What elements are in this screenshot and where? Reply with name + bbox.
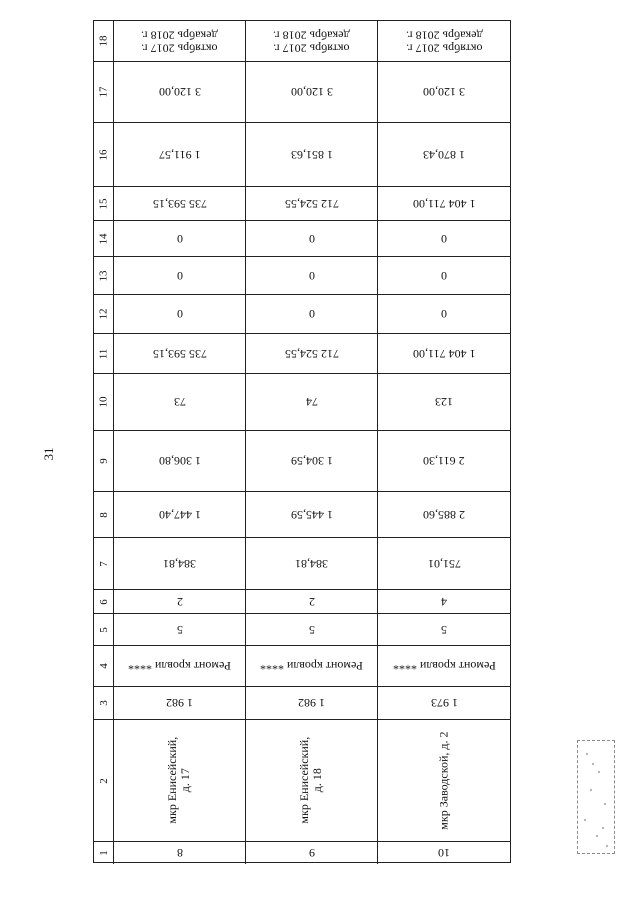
table-cell: 73 [114,374,246,430]
table-cell: Ремонт кровли **** [246,646,378,686]
table-cell: 1 445,59 [246,492,378,537]
table-cell: 10 [438,846,450,861]
table-row-col-5 [94,613,510,645]
table-cell: мкр Енисейский, д. 17 [114,720,246,841]
table-row-col-14 [94,220,510,256]
table-cell: 384,81 [114,538,246,589]
table-cell: 0 [114,295,246,333]
page-number-text: 31 [41,447,56,461]
table-cell: 2 885,60 [423,508,465,523]
table-row-col-17 [94,61,510,122]
table-cell: 8 [114,842,246,864]
column-header-11: 11 [94,334,114,373]
table-cell: 751,01 [427,557,461,572]
table-cell: 5 [114,614,246,645]
table-row-col-12 [94,294,510,333]
table-cell: 1 447,40 [114,492,246,537]
column-header-16: 16 [94,123,114,186]
table-cell: 3 120,00 [246,62,378,122]
table-cell: 1 304,59 [246,431,378,491]
table-cell: Ремонт кровли **** [392,659,496,674]
table-cell: мкр Енисейский, д. 18 [246,720,378,841]
table-cell: 4 [441,595,447,610]
column-header-5: 5 [94,614,114,645]
column-header-9: 9 [94,431,114,491]
table-cell: 2 [246,590,378,613]
table-cell: 0 [246,257,378,294]
rotated-table [93,20,511,863]
table-cell: октябрь 2017 г. декабрь 2018 г. [114,21,246,61]
table-row-col-13 [94,256,510,294]
column-header-2: 2 [94,720,114,841]
table-row-col-8 [94,491,510,537]
table-row-col-4 [94,645,510,686]
table-row-col-3 [94,686,510,719]
table-cell: 735 593,15 [114,187,246,220]
table-cell: 1 404 711,00 [412,347,476,362]
table-cell: 1 982 [114,687,246,719]
table-cell: Ремонт кровли **** [114,646,246,686]
table-row-col-10 [94,373,510,430]
table-cell: 735 593,15 [114,334,246,373]
table-cell: 1 404 711,00 [412,197,476,212]
table-cell: 2 [114,590,246,613]
table-cell: 0 [114,221,246,256]
column-header-3: 3 [94,687,114,719]
table-cell: 123 [435,395,453,410]
table-cell: 5 [246,614,378,645]
table-cell: 0 [441,307,447,322]
stamp-icon [577,740,615,854]
table-cell: 712 524,55 [246,187,378,220]
table-row-col-6 [94,589,510,613]
table-cell: 0 [246,221,378,256]
column-header-10: 10 [94,374,114,430]
column-header-17: 17 [94,62,114,122]
table-cell: 0 [114,257,246,294]
table-row-col-1 [94,841,510,864]
table-cell: 384,81 [246,538,378,589]
column-header-8: 8 [94,492,114,537]
table-row-col-2 [94,719,510,841]
table-cell: 1 911,57 [114,123,246,186]
table-cell: 0 [246,295,378,333]
table-cell: 3 120,00 [114,62,246,122]
table-row-col-18 [94,21,510,61]
table-cell: октябрь 2017 г. декабрь 2018 г. [405,28,483,56]
table-cell: 712 524,55 [246,334,378,373]
table-cell: октябрь 2017 г. декабрь 2018 г. [246,21,378,61]
table-cell: 1 851,63 [246,123,378,186]
column-header-7: 7 [94,538,114,589]
table-cell: 1 982 [246,687,378,719]
table-row-col-9 [94,430,510,491]
column-header-4: 4 [94,646,114,686]
table-cell: 5 [441,623,447,638]
column-header-15: 15 [94,187,114,220]
table-row-col-7 [94,537,510,589]
column-header-1: 1 [94,842,114,864]
table-cell: 0 [441,269,447,284]
column-header-18: 18 [94,21,114,61]
table-cell: 2 611,30 [423,454,465,469]
table-cell: 1 870,43 [423,148,465,163]
table-cell: 0 [441,232,447,247]
column-header-6: 6 [94,590,114,613]
table-cell: 1 306,80 [114,431,246,491]
table-cell: мкр Заводской, д. 2 [436,731,451,830]
table-cell: 9 [246,842,378,864]
column-header-12: 12 [94,295,114,333]
column-header-13: 13 [94,257,114,294]
table-cell: 1 973 [430,696,458,711]
column-header-14: 14 [94,221,114,256]
table-cell: 74 [246,374,378,430]
table-row-col-11 [94,333,510,373]
page-number [41,443,57,465]
table-row-col-15 [94,186,510,220]
table-cell: 3 120,00 [423,85,465,100]
table-row-col-16 [94,122,510,186]
